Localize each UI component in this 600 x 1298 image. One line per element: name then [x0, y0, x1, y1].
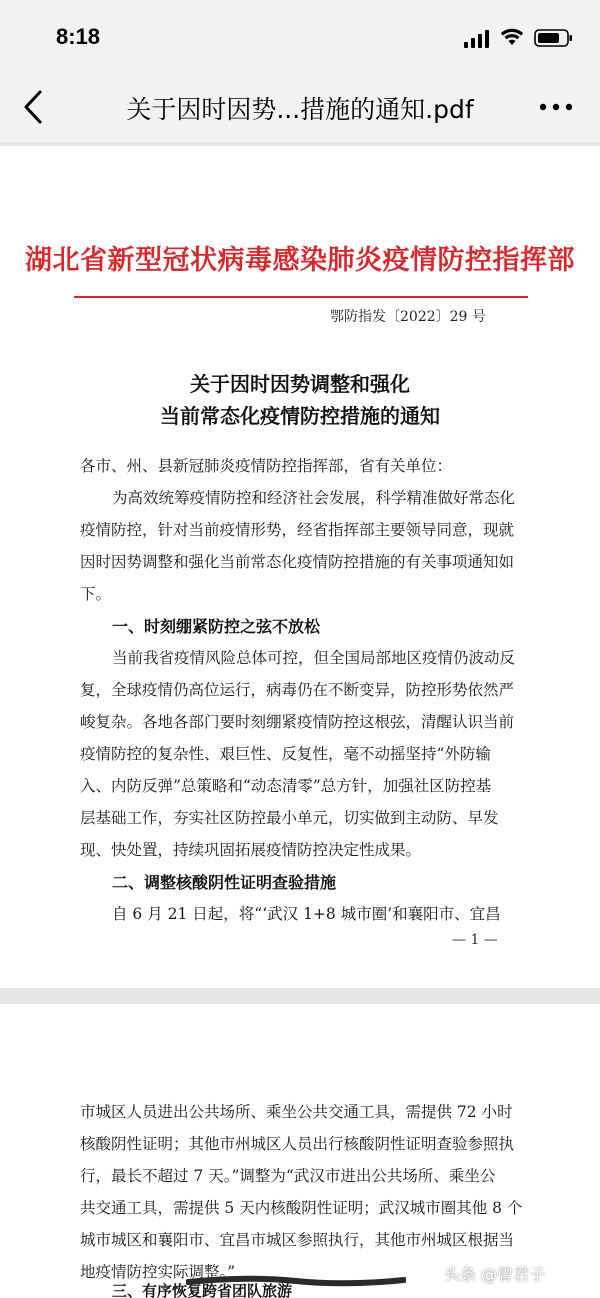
doc-title-line-1: 关于因时因势调整和强化: [190, 372, 410, 396]
section-heading-1: 一、时刻绷紧防控之弦不放松: [112, 617, 321, 636]
salutation: 各市、州、县新冠肺炎疫情防控指挥部，省有关单位：: [80, 457, 453, 475]
paragraph-line: 峻复杂。各地各部门要时刻绷紧疫情防控这根弦，清醒认识当前: [80, 713, 515, 731]
paragraph-line: 疫情防控的复杂性、艰巨性、反复性，毫不动摇坚持“外防输: [80, 745, 491, 763]
pdf-page-2[interactable]: [0, 1004, 600, 1298]
paragraph-line: 疫情防控，针对当前疫情形势，经省指挥部主要领导同意，现就: [80, 521, 515, 539]
pdf-page-1[interactable]: [0, 146, 600, 988]
paragraph-line: 市城区人员进出公共场所、乘坐公共交通工具，需提供 72 小时: [80, 1103, 513, 1121]
paragraph-line: 层基础工作，夯实社区防控最小单元，切实做到主动防、早发: [80, 809, 499, 827]
paragraph-line: 复，全球疫情仍高位运行，病毒仍在不断变异，防控形势依然严: [80, 681, 515, 699]
red-divider: [74, 296, 528, 298]
more-dots-icon[interactable]: [536, 94, 576, 120]
org-header: 湖北省新型冠状病毒感染肺炎疫情防控指挥部: [25, 245, 575, 276]
wifi-icon: [500, 27, 524, 47]
paragraph-line: 因时因势调整和强化当前常态化疫情防控措施的有关事项通知如: [80, 553, 515, 571]
status-time: 8:18: [56, 24, 101, 49]
section-heading-2: 二、调整核酸阴性证明查验措施: [112, 873, 337, 892]
signal-icon: [464, 30, 490, 48]
watermark: 头条 @曾君子: [444, 1265, 546, 1284]
paragraph-line: 现、快处置，持续巩固拓展疫情防控决定性成果。: [80, 841, 422, 859]
paragraph-line: 下。: [80, 585, 112, 603]
back-chevron-icon[interactable]: [14, 86, 54, 128]
battery-icon: [534, 28, 574, 48]
doc-title-line-2: 当前常态化疫情防控措施的通知: [160, 404, 440, 428]
paragraph-line: 行，最长不超过 7 天。”调整为“武汉市进出公共场所、乘坐公: [80, 1167, 496, 1185]
paragraph-line: 地疫情防控实际调整。”: [80, 1263, 236, 1281]
paragraph-line: 当前我省疫情风险总体可控，但全国局部地区疫情仍波动反: [112, 649, 516, 667]
paragraph-line: 自 6 月 21 日起，将“‘武汉 1+8 城市圈’和襄阳市、宜昌: [112, 905, 501, 923]
status-bar: [0, 0, 600, 72]
paragraph-line: 城市城区和襄阳市、宜昌市城区参照执行，其他市州城区根据当: [80, 1231, 515, 1249]
paragraph-line: 核酸阴性证明；其他市州城区人员出行核酸阴性证明查验参照执: [80, 1135, 515, 1153]
section-heading-3: 三、有序恢复跨省团队旅游: [112, 1282, 293, 1298]
paragraph-line: 共交通工具，需提供 5 天内核酸阴性证明；武汉城市圈其他 8 个: [80, 1199, 523, 1217]
doc-number: 鄂防指发〔2022〕29 号: [330, 309, 486, 325]
scribble-overlay: [186, 1272, 406, 1290]
nav-bar: [0, 72, 600, 142]
page-number: — 1 —: [452, 932, 498, 948]
paragraph-line: 为高效统筹疫情防控和经济社会发展，科学精准做好常态化: [112, 489, 516, 507]
document-title: 关于因时因势...措施的通知.pdf: [126, 95, 474, 124]
paragraph-line: 入、内防反弹”总策略和“动态清零”总方针，加强社区防控基: [80, 777, 492, 795]
